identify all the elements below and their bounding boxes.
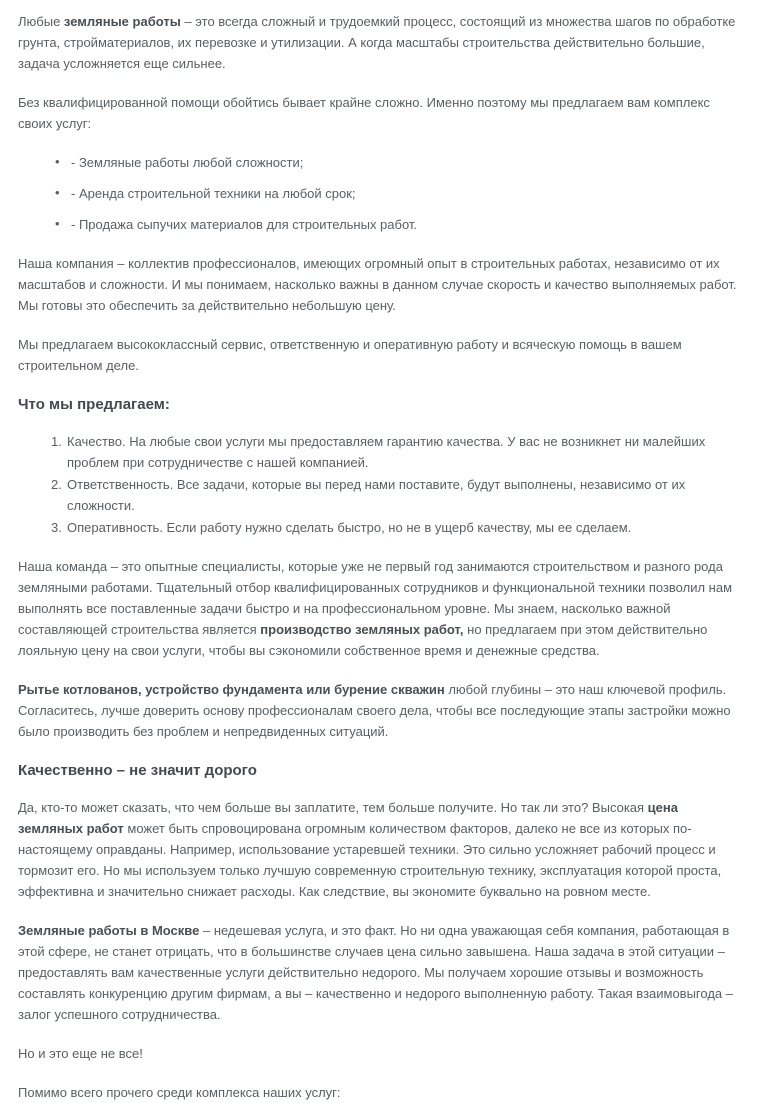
paragraph-profile-bold: Рытье котлованов, устройство фундамента или бурение скважин — [18, 682, 445, 697]
paragraph-moscow — [18, 920, 740, 1025]
section-heading-offers: Что мы предлагаем: — [18, 396, 170, 413]
paragraph-moscow-bold: Земляные работы в Москве — [18, 923, 200, 938]
list-item: • - Аренда строительной техники на любой срок; — [55, 183, 740, 204]
list-item: • - Земляные работы любой сложности; — [55, 152, 740, 173]
paragraph-help: Без квалифицированной помощи обойтись бывает крайне сложно. Именно поэтому мы предлагаем вам комплекс своих услуг: — [18, 95, 710, 131]
paragraph-team-bold: производство земляных работ, — [260, 622, 464, 637]
paragraph-intro-lead: Любые — [18, 14, 64, 29]
list-item: Оперативность. Если работу нужно сделать быстро, но не в ущерб качеству, мы ее сделаем. — [67, 520, 632, 535]
list-item: Качество. На любые свои услуги мы предоставляем гарантию качества. У вас не возникнет ни малейших проблем при сотрудничестве с нашей компанией. — [67, 434, 706, 470]
paragraph-pricing-bold: цена земляных работ — [18, 800, 678, 836]
paragraph-pricing-rest: может быть спровоцирована огромным количеством факторов, далеко не все из которых по-настоящему оправданы. Например, использование устаревшей техники. Это сильно усложняет рабочий процесс и тормозит его. Но мы используем только лучшую современную строительную технику, эксплуатация которой проста, эффективна и значительно снижает расходы. Как следствие, вы экономите буквально на ровном месте. — [18, 821, 722, 899]
offers-list — [18, 431, 740, 538]
paragraph-team-rest: но предлагаем при этом действительно лояльную цену на свои услуги, чтобы вы сэкономили собственное время и денежные средства. — [18, 622, 708, 658]
paragraph-more: Но и это еще не все! — [18, 1046, 143, 1061]
paragraph-moscow-rest: – недешевая услуга, и это факт. Но ни одна уважающая себя компания, работающая в этой сфере, не станет отрицать, что в большинстве случаев цена сильно завышена. Наша задача в этой ситуации – предоставлять вам качественные услуги действительно недорого. Мы получаем хорошие отзывы и возможность составлять конкуренцию другим фирмам, а вы – качественно и недорого выполненную работу. Такая взаимовыгода – залог успешного сотрудничества. — [18, 923, 733, 1022]
paragraph-besides: Помимо всего прочего среди комплекса наших услуг: — [18, 1085, 341, 1100]
list-item: • - Продажа сыпучих материалов для строительных работ. — [55, 214, 740, 235]
section-heading-pricing: Качественно – не значит дорого — [18, 762, 257, 779]
paragraph-team — [18, 556, 740, 661]
paragraph-pricing-lead: Да, кто-то может сказать, что чем больше вы заплатите, тем больше получите. Но так ли это? Высокая — [18, 800, 648, 815]
paragraph-profile-rest: любой глубины – это наш ключевой профиль. Согласитесь, лучше доверить основу профессионалам своего дела, чтобы все последующие этапы застройки можно было производить без проблем и непредвиденных ситуаций. — [18, 682, 731, 739]
paragraph-intro-bold: земляные работы — [63, 14, 181, 29]
paragraph-profile — [18, 679, 740, 742]
paragraph-service-offer: Мы предлагаем высококлассный сервис, ответственную и оперативную работу и всяческую помощь в вашем строительном деле. — [18, 337, 682, 373]
paragraph-intro — [18, 11, 740, 74]
paragraph-intro-rest: – это всегда сложный и трудоемкий процесс, состоящий из множества шагов по обработке грунта, стройматериалов, их перевозке и утилизации. А когда масштабы строительства действительно большие, задача усложняется еще сильнее. — [18, 14, 736, 71]
paragraph-pricing — [18, 797, 740, 902]
services-list — [18, 152, 740, 235]
paragraph-company: Наша компания – коллектив профессионалов, имеющих огромный опыт в строительных работах, независимо от их масштабов и сложности. И мы понимаем, насколько важны в данном случае скорость и качество выполняемых работ. Мы готовы это обеспечить за действительно небольшую цену. — [18, 256, 737, 313]
paragraph-team-lead: Наша команда – это опытные специалисты, которые уже не первый год занимаются строительством и разного рода земляными работами. Тщательный отбор квалифицированных сотрудников и функциональной техники позволил нам выполнять все поставленные задачи быстро и на профессиональном уровне. Мы знаем, насколько важной составляющей строительства является — [18, 559, 733, 637]
list-item: Ответственность. Все задачи, которые вы перед нами поставите, будут выполнены, независимо от их сложности. — [67, 477, 686, 513]
